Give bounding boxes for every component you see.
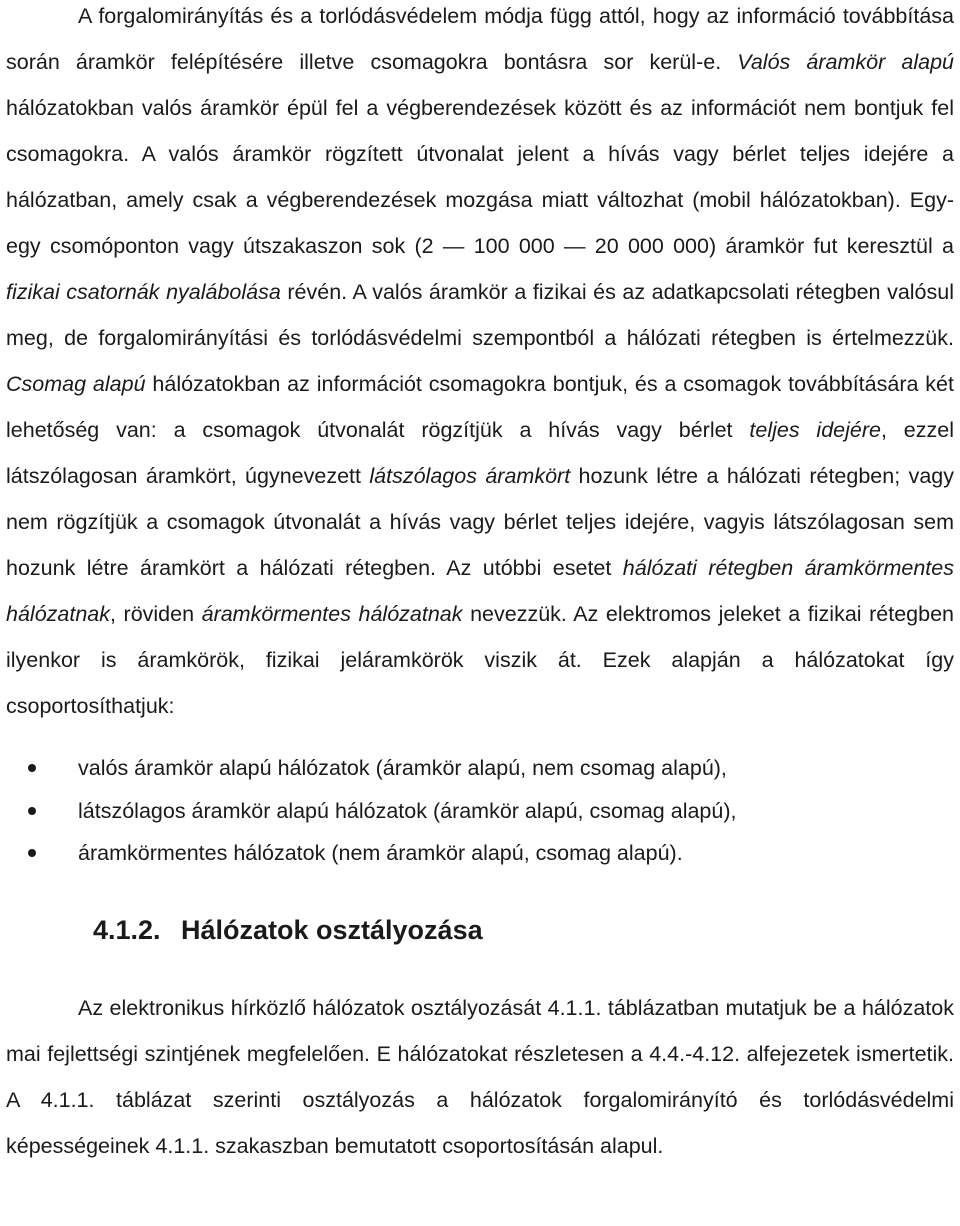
paragraph-text: révén. A valós áramkör a fizikai és az adatkapcsolati rétegben valósul meg, de forgalomirányítási és torlódásvédelmi szempontból a hálózati rétegben is értelmezzük. bbox=[6, 280, 954, 350]
list-item bbox=[6, 747, 954, 790]
list-item bbox=[6, 832, 954, 875]
list-item-text: valós áramkör alapú hálózatok (áramkör alapú, nem csomag alapú), bbox=[78, 756, 727, 780]
bullet-icon bbox=[28, 849, 36, 857]
bullet-icon bbox=[28, 807, 36, 815]
emphasis-term: fizikai csatornák nyalábolása bbox=[6, 280, 281, 304]
list-item bbox=[6, 790, 954, 833]
paragraph-text: hálózatokban az információt csomagokra bontjuk, és a csomagok továbbítására két lehetőség van: a csomagok útvonalát rögzítjük a hívás vagy bérlet bbox=[6, 372, 954, 442]
paragraph-text: A forgalomirányítás és a torlódásvédelem módja függ attól, hogy az információ továbbítása során áramkör felépítésére illetve csomagokra bontásra sor kerül-e. bbox=[6, 4, 954, 74]
paragraph-text: hozunk létre a hálózati rétegben; vagy nem rögzítjük a csomagok útvonalát a hívás vagy bérlet teljes idejére, vagyis látszólagosan sem hozunk létre áramkört a hálózati rétegben. Az utóbbi esetet bbox=[6, 464, 954, 580]
body-paragraph-network-types bbox=[6, 0, 954, 729]
emphasis-term: teljes idejére bbox=[749, 418, 881, 442]
section-heading bbox=[6, 905, 954, 955]
list-item-text: látszólagos áramkör alapú hálózatok (áramkör alapú, csomag alapú), bbox=[78, 798, 737, 823]
emphasis-term: Valós áramkör alapú bbox=[737, 50, 954, 74]
paragraph-text: nevezzük. Az elektromos jeleket a fizikai rétegben ilyenkor is áramkörök, fizikai jeláramkörök viszik át. Ezek alapján a hálózatokat így csoportosíthatjuk: bbox=[6, 602, 954, 718]
bullet-icon bbox=[28, 764, 36, 772]
emphasis-term: áramkörmentes hálózatnak bbox=[201, 602, 463, 626]
paragraph-text: , ezzel látszólagosan áramkört, úgynevezett bbox=[6, 418, 954, 488]
network-types-list bbox=[6, 747, 954, 875]
emphasis-term: Csomag alapú bbox=[6, 372, 146, 396]
list-item-text: áramkörmentes hálózatok (nem áramkör alapú, csomag alapú). bbox=[78, 841, 683, 865]
emphasis-term: látszólagos áramkört bbox=[369, 464, 571, 488]
document-page bbox=[6, 0, 954, 1169]
paragraph-text: hálózatokban valós áramkör épül fel a végberendezések között és az információt nem bontjuk fel csomagokra. A valós áramkör rögzített útvonalat jelent a hívás vagy bérlet teljes idejére a hálózatban, amely csak a végberendezések mozgása miatt változhat (mobil hálózatokban). Egy-egy csomóponton vagy útszakaszon sok (2 — 100 000 — 20 000 000) áramkör fut keresztül a bbox=[6, 96, 954, 258]
paragraph-text: , röviden bbox=[110, 602, 202, 626]
section-number: 4.1.2. bbox=[93, 914, 161, 945]
emphasis-term: hálózati rétegben áramkörmentes hálózatnak bbox=[6, 556, 954, 626]
body-paragraph-classification: Az elektronikus hírközlő hálózatok osztályozását 4.1.1. táblázatban mutatjuk be a hálózatok mai fejlettségi szintjének megfelelően. E hálózatokat részletesen a 4.4.-4.12. alfejezetek ismertetik. A 4.1.1. táblázat szerinti osztályozás a hálózatok forgalomirányító és torlódásvédelmi képességeinek 4.1.1. szakaszban bemutatott csoportosításán alapul. bbox=[6, 995, 954, 1158]
section-title: Hálózatok osztályozása bbox=[181, 914, 483, 945]
